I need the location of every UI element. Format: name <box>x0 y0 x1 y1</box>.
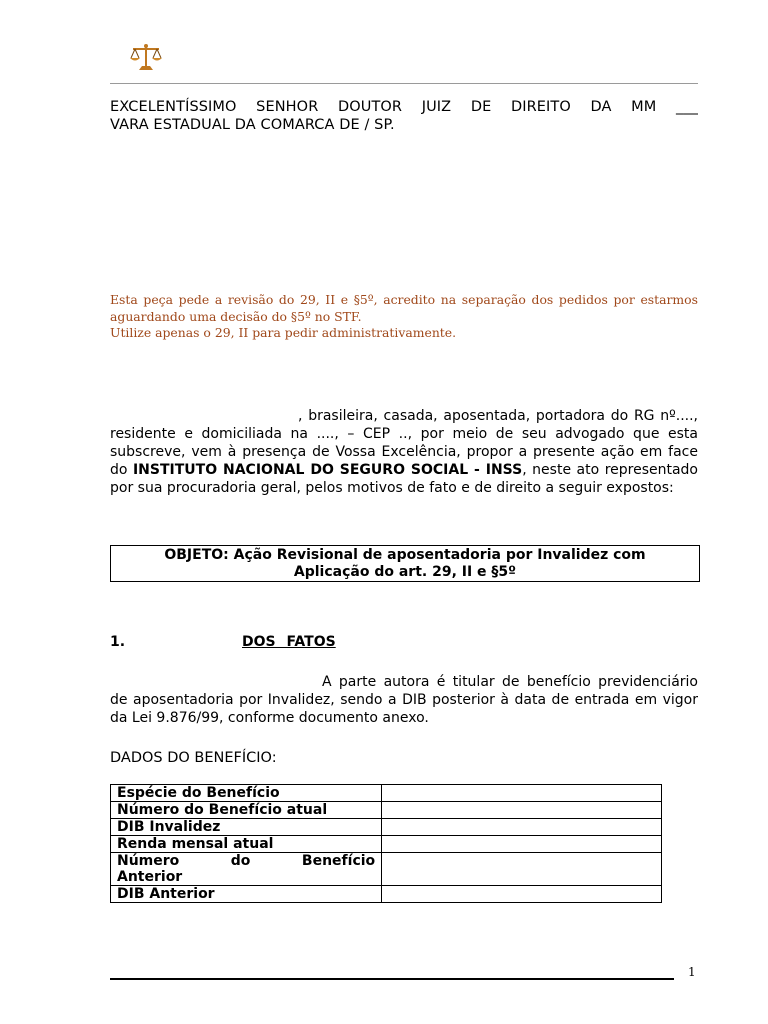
table-row <box>111 886 662 903</box>
table-row <box>111 819 662 836</box>
benefit-data-table <box>110 784 662 903</box>
benefit-data-colon: : <box>271 750 277 766</box>
page-number: 1 <box>688 965 696 979</box>
heading-line-1: EXCELENTÍSSIMO SENHOR DOUTOR JUIZ DE DIREITO DA MM ___ <box>110 99 698 115</box>
intro-paragraph <box>110 407 698 497</box>
table-label-cell <box>111 853 382 886</box>
objeto-line-1: OBJETO: Ação Revisional de aposentadoria por Invalidez com <box>164 547 646 563</box>
table-value-cell <box>382 802 662 819</box>
benefit-data-label: DADOS DO BENEFÍCIO <box>110 750 272 766</box>
benefit-data-heading <box>110 750 277 766</box>
table-label-cell: Espécie do Benefício <box>111 785 382 802</box>
objeto-box <box>110 545 700 582</box>
table-label-line-2: Anterior <box>117 869 183 885</box>
heading-line-2: VARA ESTADUAL DA COMARCA DE / SP. <box>110 117 395 133</box>
instruction-note <box>110 292 698 342</box>
document-heading <box>110 98 698 134</box>
section-number: 1. <box>110 634 126 650</box>
table-label-cell: DIB Anterior <box>111 886 382 903</box>
facts-paragraph <box>110 673 698 727</box>
table-row <box>111 836 662 853</box>
table-value-cell <box>382 819 662 836</box>
table-label-line-1: Número do Benefício <box>117 853 376 869</box>
table-value-cell <box>382 853 662 886</box>
objeto-line-2: Aplicação do art. 29, II e §5º <box>293 564 517 580</box>
defendant-name: INSTITUTO NACIONAL DO SEGURO SOCIAL - INSS <box>132 462 523 478</box>
intro-part-1: , brasileira, casada, aposentada, portadora do RG nº...., residente e domiciliada na ...., – CEP .., por meio de seu advogado que esta subscreve, vem à presença de Vossa Excelência, propor a presente ação em face do <box>110 408 698 478</box>
note-paragraph-1: Esta peça pede a revisão do 29, II e §5º, acredito na separação dos pedidos por estarmos aguardando uma decisão do §5º no STF. <box>110 292 698 324</box>
intro-part-2: , neste ato representado por sua procuradoria geral, pelos motivos de fato e de direito a seguir expostos: <box>110 462 698 496</box>
table-value-cell <box>382 886 662 903</box>
table-label-cell: Número do Benefício atual <box>111 802 382 819</box>
table-label-cell: Renda mensal atual <box>111 836 382 853</box>
scales-of-justice-icon <box>128 42 164 72</box>
footer-divider <box>110 978 674 980</box>
facts-text: A parte autora é titular de benefício previdenciário de aposentadoria por Invalidez, sendo a DIB posterior à data de entrada em vigor da Lei 9.876/99, conforme documento anexo. <box>110 674 698 726</box>
table-row <box>111 785 662 802</box>
section-title: DOS FATOS <box>242 634 336 650</box>
table-row <box>111 853 662 886</box>
table-value-cell <box>382 785 662 802</box>
header-divider <box>110 83 698 84</box>
table-label-cell: DIB Invalidez <box>111 819 382 836</box>
note-paragraph-2: Utilize apenas o 29, II para pedir administrativamente. <box>110 325 457 340</box>
table-row <box>111 802 662 819</box>
table-value-cell <box>382 836 662 853</box>
